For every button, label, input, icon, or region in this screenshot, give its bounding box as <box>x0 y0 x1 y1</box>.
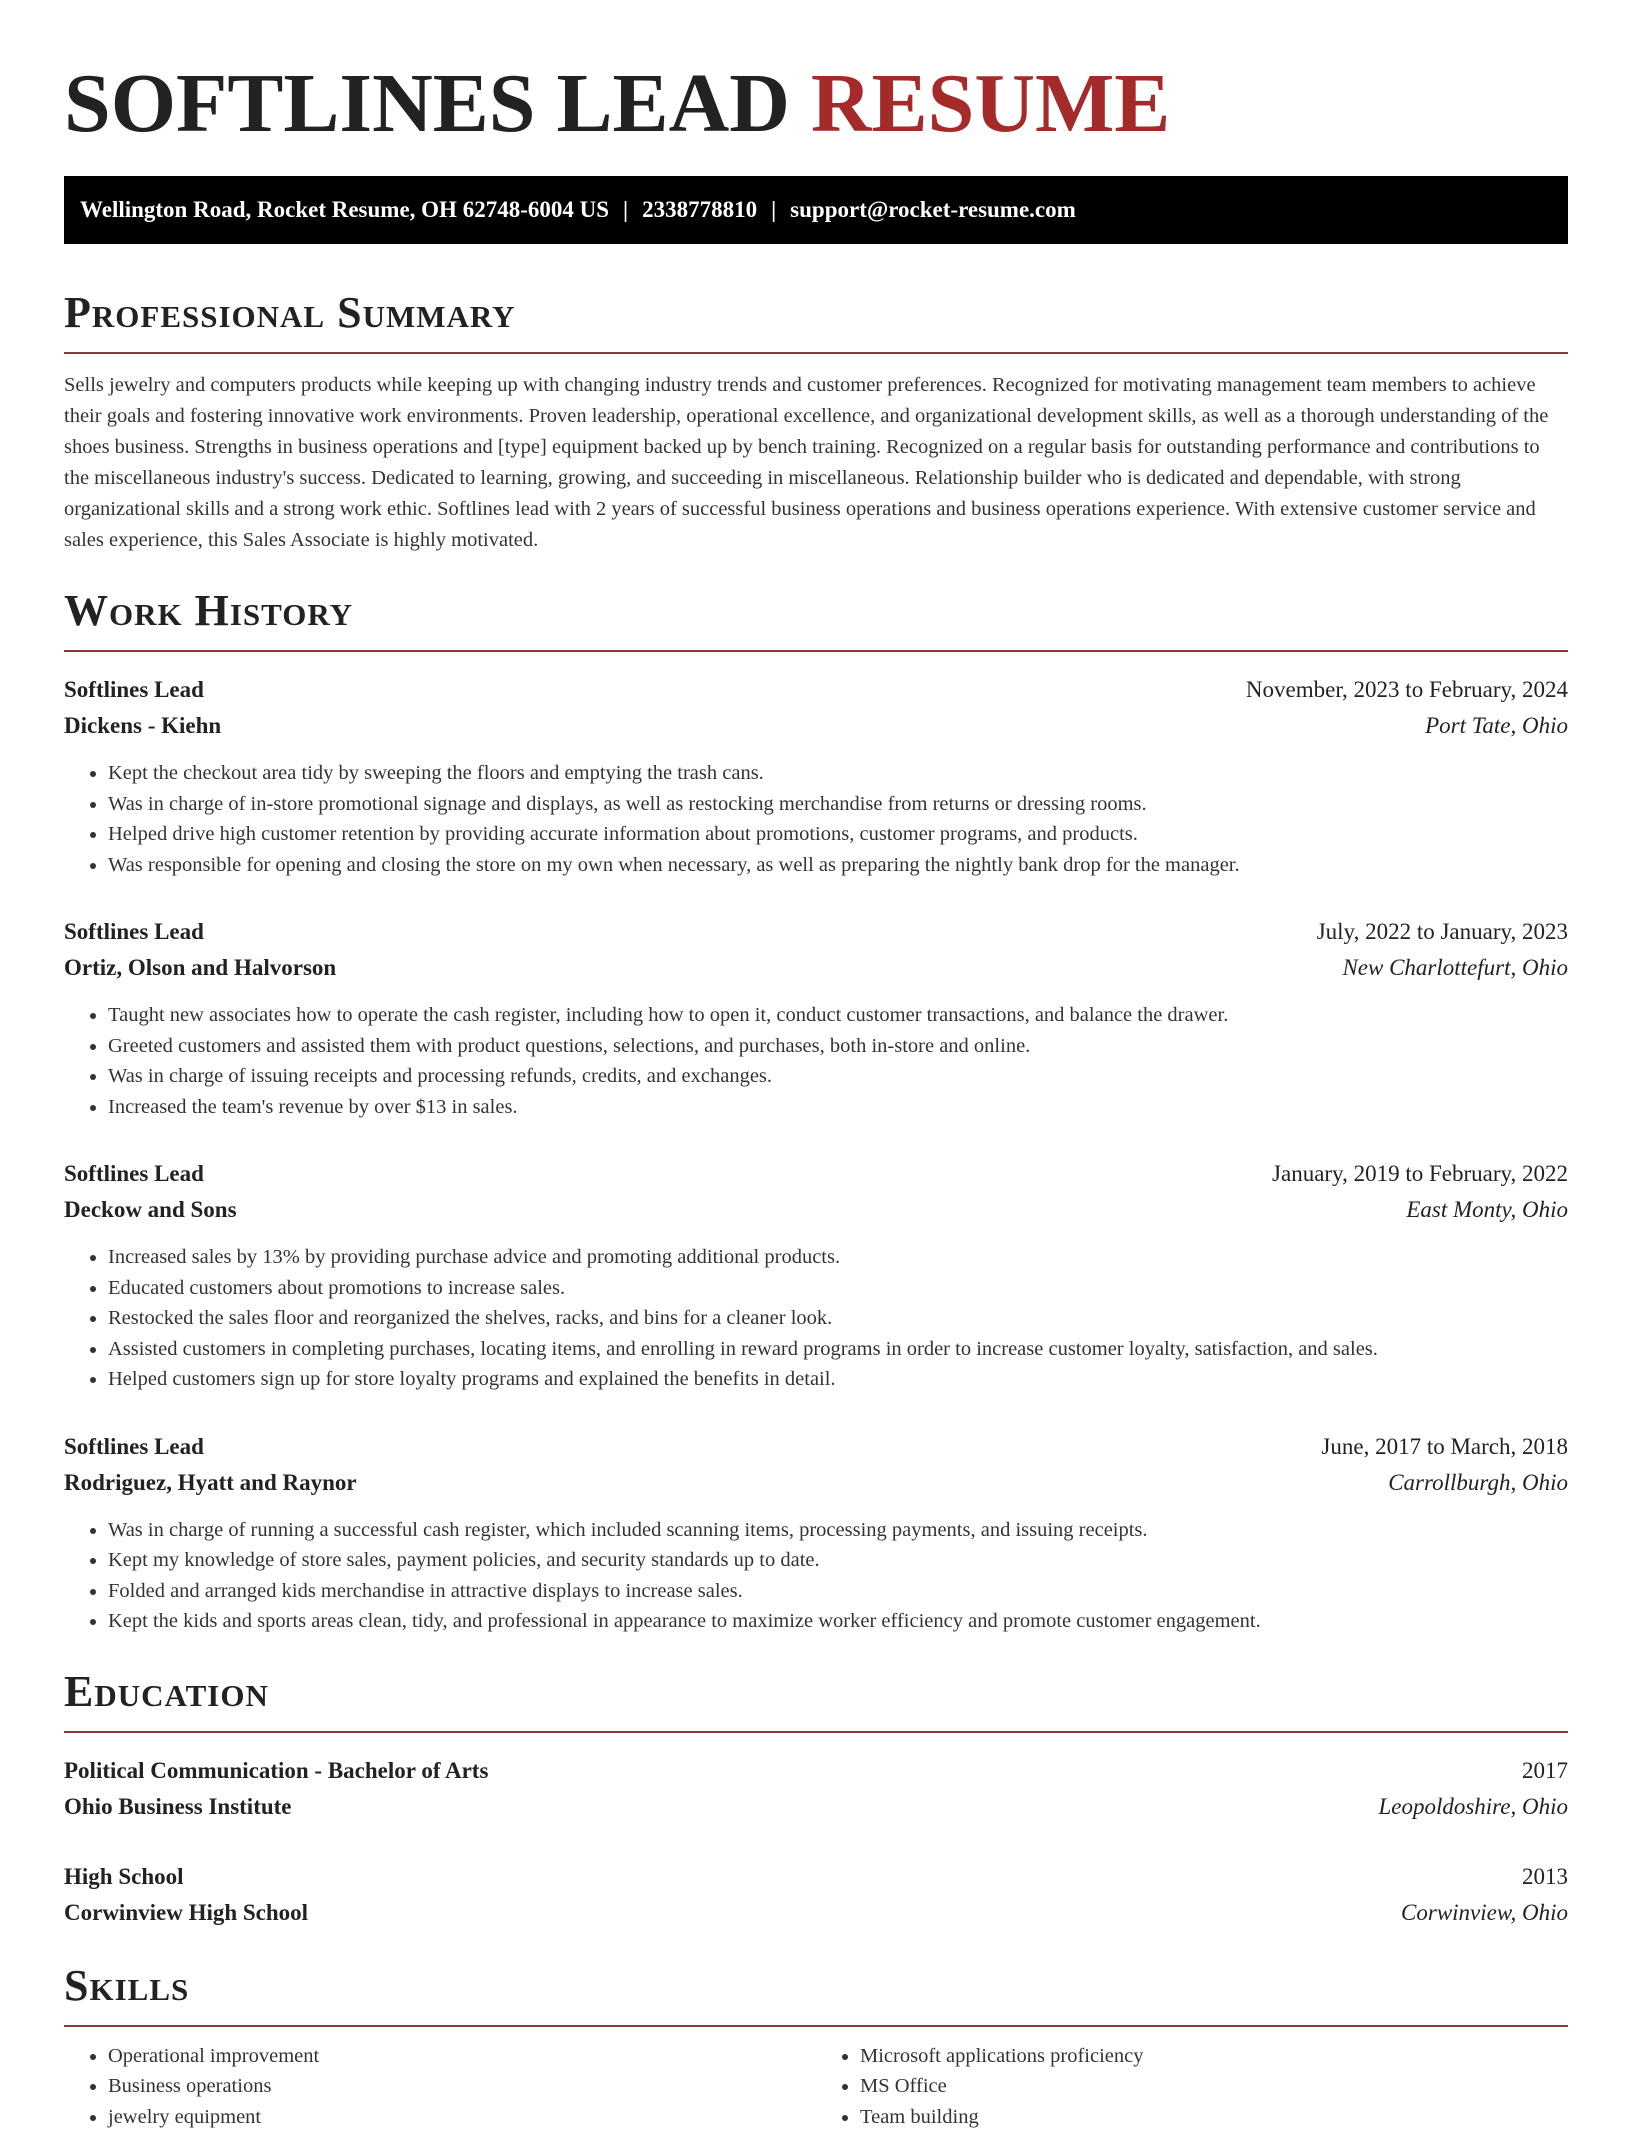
title-main: SOFTLINES LEAD <box>64 57 790 150</box>
skill-item: • Business operations <box>108 2071 816 2102</box>
education-degree: Political Communication - Bachelor of Arts <box>64 1753 488 1789</box>
job-company: Deckow and Sons <box>64 1192 237 1228</box>
education-heading: Education <box>64 1667 1568 1733</box>
job-bullet: • Was in charge of in-store promotional signage and displays, as well as restocking merchandise from returns or dressing rooms. <box>108 789 1568 820</box>
skill-item: • jewelry equipment <box>108 2102 816 2132</box>
job-bullet: • Helped customers sign up for store loyalty programs and explained the benefits in detail. <box>108 1364 1568 1395</box>
job-dates: July, 2022 to January, 2023 <box>1317 914 1568 950</box>
contact-separator: | <box>609 197 642 223</box>
job-title: Softlines Lead <box>64 1156 204 1192</box>
education-entry <box>64 1859 1568 1931</box>
job-bullets <box>64 1000 1568 1122</box>
job-bullets <box>64 1515 1568 1637</box>
job-company: Rodriguez, Hyatt and Raynor <box>64 1465 357 1501</box>
education-location: Leopoldoshire, Ohio <box>1378 1789 1568 1825</box>
education-entry <box>64 1753 1568 1825</box>
job-bullets <box>64 1242 1568 1395</box>
skills-heading: Skills <box>64 1961 1568 2027</box>
job-title: Softlines Lead <box>64 1429 204 1465</box>
title-accent: RESUME <box>811 57 1170 150</box>
job-bullet: • Assisted customers in completing purchases, locating items, and enrolling in reward programs in order to increase customer loyalty, satisfaction, and sales. <box>108 1334 1568 1365</box>
job-bullet: • Increased the team's revenue by over $13 in sales. <box>108 1092 1568 1123</box>
skill-item: • Operational improvement <box>108 2041 816 2072</box>
job-entry <box>64 672 1568 880</box>
job-location: Carrollburgh, Ohio <box>1388 1465 1568 1501</box>
resume-page <box>64 56 1568 2132</box>
job-location: New Charlottefurt, Ohio <box>1342 950 1568 986</box>
skills-columns <box>64 2041 1568 2132</box>
job-bullet: • Taught new associates how to operate the cash register, including how to open it, conduct customer transactions, and balance the drawer. <box>108 1000 1568 1031</box>
job-bullet: • Greeted customers and assisted them with product questions, selections, and purchases, both in-store and online. <box>108 1031 1568 1062</box>
job-bullet: • Increased sales by 13% by providing purchase advice and promoting additional products. <box>108 1242 1568 1273</box>
job-bullets <box>64 758 1568 880</box>
job-bullet: • Folded and arranged kids merchandise in attractive displays to increase sales. <box>108 1576 1568 1607</box>
skill-item: • MS Office <box>860 2071 1568 2102</box>
education-location: Corwinview, Ohio <box>1401 1895 1568 1931</box>
job-bullet: • Was in charge of running a successful cash register, which included scanning items, processing payments, and issuing receipts. <box>108 1515 1568 1546</box>
job-dates: January, 2019 to February, 2022 <box>1272 1156 1568 1192</box>
job-company: Dickens - Kiehn <box>64 708 221 744</box>
education-year: 2017 <box>1522 1753 1568 1789</box>
job-entry <box>64 1156 1568 1395</box>
job-bullet: • Kept the kids and sports areas clean, tidy, and professional in appearance to maximize worker efficiency and promote customer engagement. <box>108 1606 1568 1637</box>
contact-separator: | <box>757 197 790 223</box>
job-entry <box>64 914 1568 1122</box>
job-bullet: • Educated customers about promotions to increase sales. <box>108 1273 1568 1304</box>
job-dates: June, 2017 to March, 2018 <box>1321 1429 1568 1465</box>
job-location: Port Tate, Ohio <box>1425 708 1568 744</box>
skill-item: • Microsoft applications proficiency <box>860 2041 1568 2072</box>
job-company: Ortiz, Olson and Halvorson <box>64 950 336 986</box>
contact-bar <box>64 176 1568 244</box>
summary-text: Sells jewelry and computers products while keeping up with changing industry trends and customer preferences. Recognized for motivating management team members to achieve their goals and fostering innovative work environments. Proven leadership, operational excellence, and organizational development skills, as well as a thorough understanding of the shoes business. Strengths in business operations and [type] equipment backed up by bench training. Recognized on a regular basis for outstanding performance and contributions to the miscellaneous industry's success. Dedicated to learning, growing, and succeeding in miscellaneous. Relationship builder who is dedicated and dependable, with strong organizational skills and a strong work ethic. Softlines lead with 2 years of successful business operations and business operations experience. With extensive customer service and sales experience, this Sales Associate is highly motivated. <box>64 370 1568 556</box>
job-title: Softlines Lead <box>64 672 204 708</box>
contact-address: Wellington Road, Rocket Resume, OH 62748-6004 US <box>80 197 609 223</box>
education-school: Ohio Business Institute <box>64 1789 292 1825</box>
job-entry <box>64 1429 1568 1637</box>
skills-list-left <box>64 2041 816 2132</box>
job-bullet: • Was responsible for opening and closing the store on my own when necessary, as well as preparing the nightly bank drop for the manager. <box>108 850 1568 881</box>
job-bullet: • Restocked the sales floor and reorganized the shelves, racks, and bins for a cleaner look. <box>108 1303 1568 1334</box>
contact-email[interactable]: support@rocket-resume.com <box>790 197 1076 223</box>
job-dates: November, 2023 to February, 2024 <box>1246 672 1568 708</box>
resume-title <box>64 56 1568 152</box>
job-title: Softlines Lead <box>64 914 204 950</box>
skills-list-right <box>816 2041 1568 2132</box>
summary-heading: Professional Summary <box>64 288 1568 354</box>
work-history-heading: Work History <box>64 586 1568 652</box>
job-bullet: • Kept the checkout area tidy by sweeping the floors and emptying the trash cans. <box>108 758 1568 789</box>
contact-phone: 2338778810 <box>642 197 757 223</box>
skill-item: • Team building <box>860 2102 1568 2132</box>
education-degree: High School <box>64 1859 184 1895</box>
job-location: East Monty, Ohio <box>1406 1192 1568 1228</box>
education-school: Corwinview High School <box>64 1895 308 1931</box>
job-bullet: • Kept my knowledge of store sales, payment policies, and security standards up to date. <box>108 1545 1568 1576</box>
job-bullet: • Was in charge of issuing receipts and processing refunds, credits, and exchanges. <box>108 1061 1568 1092</box>
education-year: 2013 <box>1522 1859 1568 1895</box>
job-bullet: • Helped drive high customer retention by providing accurate information about promotions, customer programs, and products. <box>108 819 1568 850</box>
